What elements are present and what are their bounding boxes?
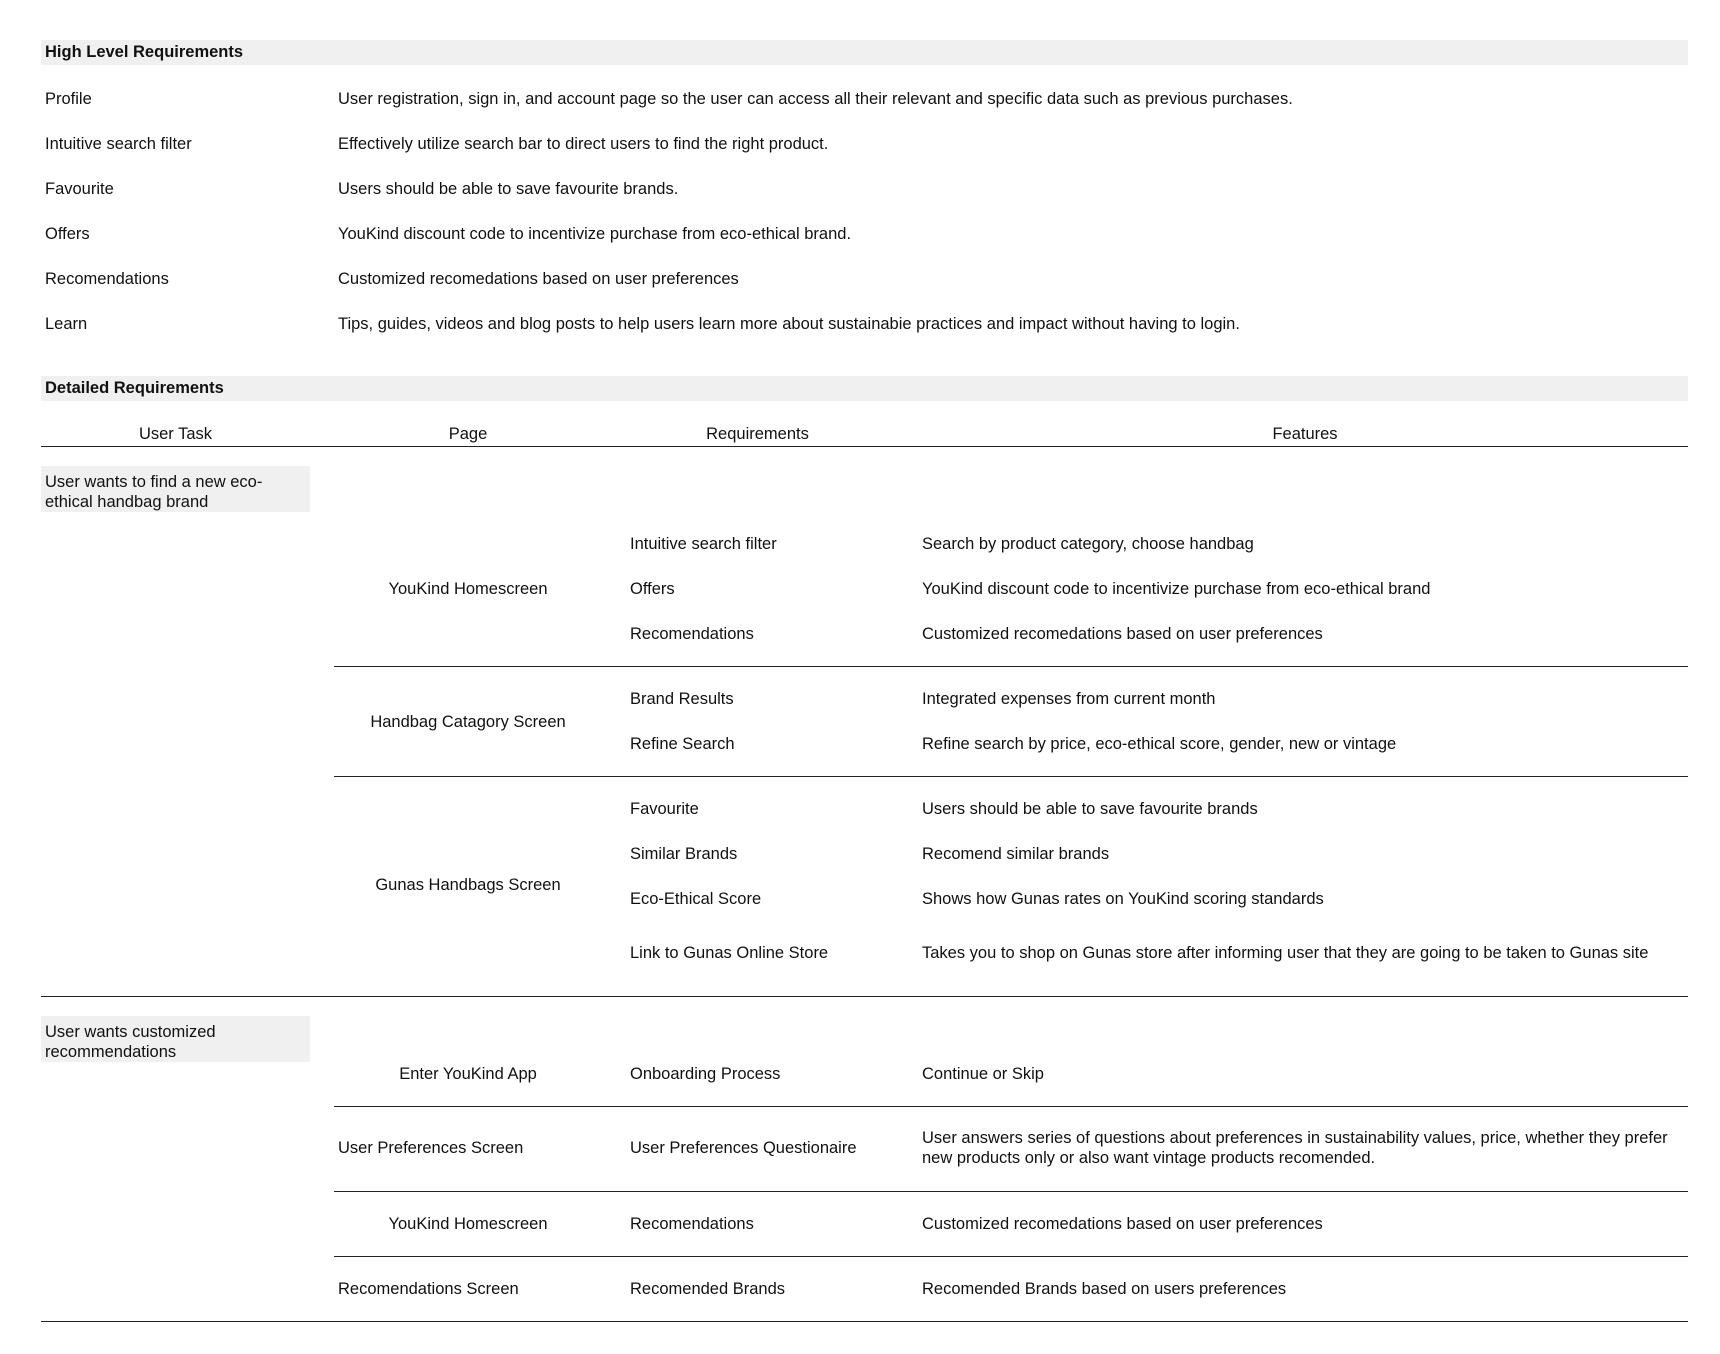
feature-cell: Customized recomedations based on user preferences [922, 1215, 1323, 1233]
hl-desc: Users should be able to save favourite brands. [338, 180, 679, 198]
hl-desc: Effectively utilize search bar to direct users to find the right product. [338, 135, 829, 153]
table-rule [41, 996, 1688, 997]
requirement-cell: Onboarding Process [630, 1065, 781, 1083]
hl-name: Offers [45, 225, 90, 243]
feature-cell: Customized recomedations based on user preferences [922, 625, 1323, 643]
requirement-cell: Refine Search [630, 735, 735, 753]
table-rule [334, 1256, 1688, 1257]
column-header-user-task: User Task [138, 425, 213, 443]
requirement-cell: Eco-Ethical Score [630, 890, 762, 908]
feature-cell: Users should be able to save favourite brands [922, 800, 1258, 818]
feature-cell: Takes you to shop on Gunas store after informing user that they are going to be taken to Gunas site [922, 944, 1649, 962]
hl-desc: YouKind discount code to incentivize purchase from eco-ethical brand. [338, 225, 852, 243]
column-header-requirements: Requirements [706, 425, 809, 443]
requirement-cell: Offers [630, 580, 675, 598]
hl-name: Recomendations [45, 270, 169, 288]
hl-name: Learn [45, 315, 88, 333]
requirement-cell: Recomended Brands [630, 1280, 786, 1298]
detailed-heading: Detailed Requirements [41, 376, 1688, 401]
requirement-cell: Recomendations [630, 1215, 754, 1233]
feature-cell: Recomended Brands based on users preferences [922, 1280, 1287, 1298]
hl-desc: Customized recomedations based on user preferences [338, 270, 739, 288]
user-task-cell: User wants to find a new eco-ethical handbag brand [41, 466, 310, 512]
requirement-cell: User Preferences Questionaire [630, 1139, 857, 1157]
feature-cell: Search by product category, choose handbag [922, 535, 1254, 553]
hl-name: Favourite [45, 180, 114, 198]
table-rule [334, 1106, 1688, 1107]
table-rule [334, 666, 1688, 667]
hl-desc: Tips, guides, videos and blog posts to help users learn more about sustainabie practices and impact without having to login. [338, 315, 1240, 333]
feature-cell: Integrated expenses from current month [922, 690, 1216, 708]
requirement-cell: Similar Brands [630, 845, 738, 863]
table-rule [334, 776, 1688, 777]
feature-cell: YouKind discount code to incentivize purchase from eco-ethical brand [922, 580, 1431, 598]
requirement-cell: Recomendations [630, 625, 754, 643]
page-cell: YouKind Homescreen [388, 579, 548, 598]
page-cell: Handbag Catagory Screen [370, 713, 566, 731]
page-cell: YouKind Homescreen [388, 1215, 548, 1233]
table-rule [41, 1321, 1688, 1322]
requirement-cell: Favourite [630, 800, 699, 818]
table-rule [41, 446, 1688, 447]
high-level-heading: High Level Requirements [41, 40, 1688, 65]
hl-name: Profile [45, 90, 92, 108]
feature-cell: User answers series of questions about preferences in sustainability values, price, whether they prefer new products only or also want vintage products recomended. [922, 1129, 1668, 1167]
table-rule [334, 1191, 1688, 1192]
page-cell: Gunas Handbags Screen [375, 876, 561, 894]
page-cell: Enter YouKind App [399, 1065, 537, 1083]
requirement-cell: Brand Results [630, 690, 734, 708]
hl-desc: User registration, sign in, and account page so the user can access all their relevant and specific data such as previous purchases. [338, 90, 1293, 108]
hl-row-search [41, 133, 1688, 178]
column-header-features: Features [1272, 425, 1338, 443]
hl-row-profile [41, 88, 1688, 133]
feature-cell: Continue or Skip [922, 1065, 1044, 1083]
hl-name: Intuitive search filter [45, 135, 192, 153]
column-header-page: Page [448, 425, 488, 443]
page-cell: User Preferences Screen [338, 1139, 524, 1157]
requirement-cell: Link to Gunas Online Store [630, 944, 829, 962]
hl-row-recomendations [41, 268, 1688, 313]
feature-cell: Recomend similar brands [922, 845, 1110, 863]
hl-row-offers [41, 223, 1688, 268]
feature-cell: Shows how Gunas rates on YouKind scoring standards [922, 890, 1324, 908]
hl-row-learn [41, 313, 1688, 358]
user-task-cell: User wants customized recommendations [41, 1016, 310, 1062]
page-cell: Recomendations Screen [338, 1280, 519, 1298]
requirement-cell: Intuitive search filter [630, 535, 777, 553]
feature-cell: Refine search by price, eco-ethical score, gender, new or vintage [922, 735, 1397, 753]
hl-row-favourite [41, 178, 1688, 223]
